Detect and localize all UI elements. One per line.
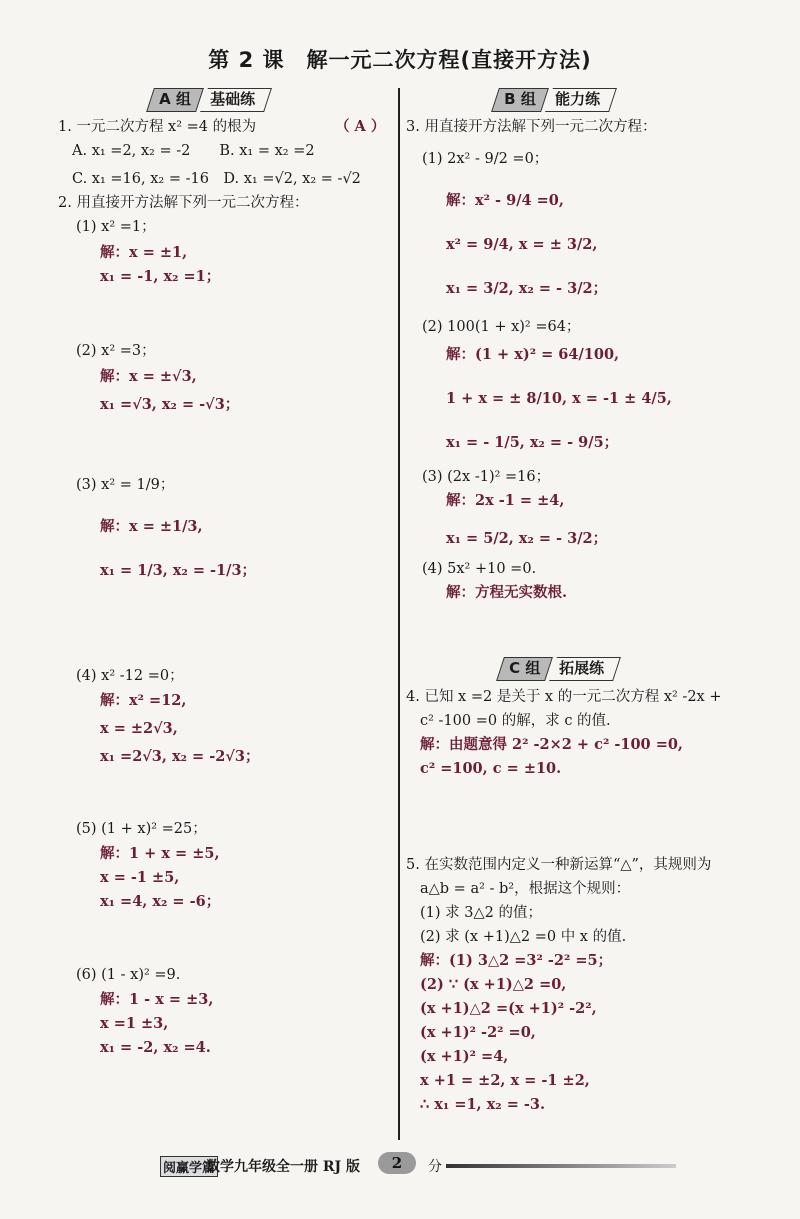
section-c-tag: C 组 — [509, 659, 541, 677]
q5-solution-1: 解：(1) 3△2 =3² -2² =5； — [420, 952, 613, 969]
q4-stem-2: c² -100 =0 的解，求 c 的值. — [420, 713, 611, 729]
q2-4-problem: (4) x² -12 =0； — [76, 668, 184, 684]
q2-2-solution-2: x₁ =√3, x₂ = -√3； — [100, 396, 240, 413]
q3-1-solution-2: x² = 9/4, x = ± 3/2, — [446, 236, 598, 253]
q3-2-problem: (2) 100(1 + x)² =64； — [422, 319, 581, 335]
q2-4-solution-1: 解：x² =12, — [100, 692, 187, 709]
q2-2-solution-1: 解：x = ±√3, — [100, 368, 197, 385]
section-a-name: 基础练 — [210, 90, 256, 108]
q3-2-solution-1: 解：(1 + x)² = 64/100, — [446, 346, 620, 363]
q5-stem-1: 5. 在实数范围内定义一种新运算“△”，其规则为 — [406, 857, 712, 873]
q2-3-problem: (3) x² = 1/9； — [76, 477, 175, 493]
q3-2-solution-2: 1 + x = ± 8/10, x = -1 ± 4/5, — [446, 390, 672, 407]
q1-options-ab: A. x₁ =2, x₂ = -2 B. x₁ = x₂ =2 — [72, 143, 315, 159]
q5-solution-3: (x +1)△2 =(x +1)² -2², — [420, 1000, 597, 1017]
q4-solution-2: c² =100, c = ±10. — [420, 760, 562, 777]
q3-3-problem: (3) (2x -1)² =16； — [422, 469, 551, 485]
q3-4-solution: 解：方程无实数根. — [446, 584, 568, 601]
q2-1-solution-1: 解：x = ±1, — [100, 244, 188, 261]
q2-3-solution-2: x₁ = 1/3, x₂ = -1/3； — [100, 562, 257, 579]
q2-3-solution-1: 解：x = ±1/3, — [100, 518, 203, 535]
q5-stem-2: a△b = a² - b²，根据这个规则： — [420, 881, 631, 897]
q5-solution-2: (2) ∵ (x +1)△2 =0, — [420, 976, 567, 993]
footer-char: 分 — [428, 1159, 442, 1175]
section-b-tag: B 组 — [504, 90, 536, 108]
q2-1-solution-2: x₁ = -1, x₂ =1； — [100, 268, 221, 285]
q1-answer: （ A ） — [335, 118, 386, 135]
q5-solution-7: ∴ x₁ =1, x₂ = -3. — [420, 1096, 546, 1113]
q1-options-cd: C. x₁ =16, x₂ = -16 D. x₁ =√2, x₂ = -√2 — [72, 171, 361, 187]
q2-5-solution-3: x₁ =4, x₂ = -6； — [100, 893, 221, 910]
q2-6-solution-2: x =1 ±3, — [100, 1015, 169, 1032]
q5-solution-4: (x +1)² -2² =0, — [420, 1024, 536, 1041]
q3-stem: 3. 用直接开方法解下列一元二次方程： — [406, 119, 657, 135]
q2-1-problem: (1) x² =1； — [76, 219, 156, 235]
q2-5-problem: (5) (1 + x)² =25； — [76, 821, 207, 837]
q2-6-problem: (6) (1 - x)² =9. — [76, 967, 181, 983]
section-b-banner — [495, 88, 613, 112]
q1-stem: 1. 一元二次方程 x² =4 的根为 — [58, 119, 257, 135]
q4-stem-1: 4. 已知 x =2 是关于 x 的一元二次方程 x² -2x + — [406, 689, 722, 705]
q5-part-1: (1) 求 3△2 的值； — [420, 905, 542, 921]
q2-5-solution-1: 解：1 + x = ±5, — [100, 845, 220, 862]
page-number: 2 — [378, 1152, 416, 1174]
q2-5-solution-2: x = -1 ±5, — [100, 869, 180, 886]
q2-stem: 2. 用直接开方法解下列一元二次方程： — [58, 195, 309, 211]
book-title: 数学九年级全一册 RJ 版 — [206, 1159, 361, 1175]
q3-1-problem: (1) 2x² - 9/2 =0； — [422, 151, 549, 167]
q5-solution-5: (x +1)² =4, — [420, 1048, 509, 1065]
column-divider — [398, 88, 400, 1140]
q3-2-solution-3: x₁ = - 1/5, x₂ = - 9/5； — [446, 434, 619, 451]
q3-1-solution-3: x₁ = 3/2, x₂ = - 3/2； — [446, 280, 608, 297]
page-footer — [0, 1150, 800, 1180]
q3-4-problem: (4) 5x² +10 =0. — [422, 561, 537, 577]
publisher-logo: 阅赢学篇 — [160, 1156, 218, 1177]
lesson-title: 第 2 课 解一元二次方程(直接开方法) — [208, 48, 592, 72]
q5-solution-6: x +1 = ±2, x = -1 ±2, — [420, 1072, 590, 1089]
q2-6-solution-3: x₁ = -2, x₂ =4. — [100, 1039, 211, 1056]
q2-4-solution-2: x = ±2√3, — [100, 720, 178, 737]
q2-4-solution-3: x₁ =2√3, x₂ = -2√3； — [100, 748, 260, 765]
q2-6-solution-1: 解：1 - x = ±3, — [100, 991, 214, 1008]
q4-solution-1: 解：由题意得 2² -2×2 + c² -100 =0, — [420, 736, 683, 753]
q3-1-solution-1: 解：x² - 9/4 =0, — [446, 192, 564, 209]
q5-part-2: (2) 求 (x +1)△2 =0 中 x 的值. — [420, 929, 627, 945]
section-a-tag: A 组 — [159, 90, 192, 108]
q3-3-solution-1: 解：2x -1 = ±4, — [446, 492, 565, 509]
section-c-name: 拓展练 — [559, 659, 605, 677]
section-a-banner — [150, 88, 268, 112]
section-b-name: 能力练 — [554, 90, 600, 108]
q2-2-problem: (2) x² =3； — [76, 343, 156, 359]
q3-3-solution-2: x₁ = 5/2, x₂ = - 3/2； — [446, 530, 608, 547]
section-c-banner — [500, 657, 617, 681]
footer-decorative-bar — [446, 1164, 676, 1168]
